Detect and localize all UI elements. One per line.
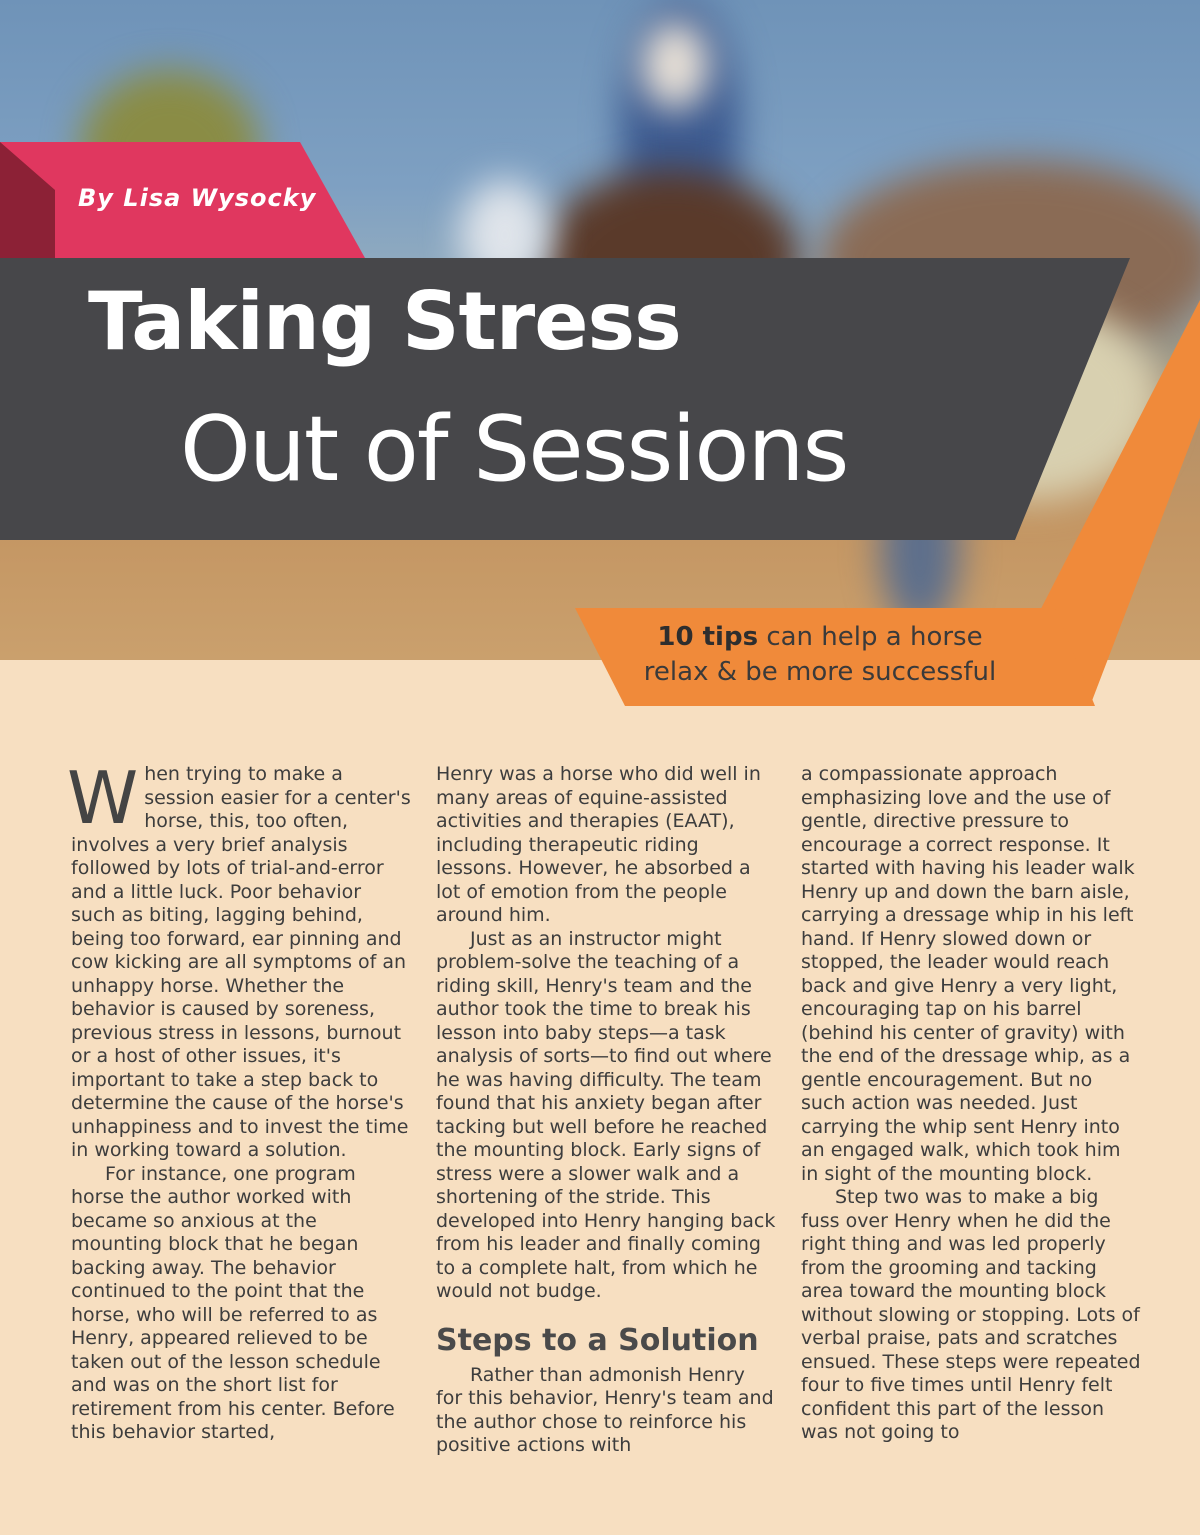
paragraph: For instance, one program horse the author worked with became so anxious at the mounting block that he began backing away. The behavior continued to the point that the horse, who will be referred to as Henry, appeared relieved to be taken out of the lesson schedule and was on the short list for retirement from his center. Before this behavior started, xyxy=(71,1162,395,1443)
tagline-bold: 10 tips xyxy=(657,622,759,652)
paragraph: Step two was to make a big fuss over Henry when he did the right thing and was led properly from the grooming and tacking area toward the mounting block without slowing or stopping. Lots of verbal praise, pats and scratches ensued. These steps were repeated four to five times until Henry felt confident this part of the lesson was not going to xyxy=(801,1186,1141,1443)
tagline-rest: can help a horse xyxy=(758,622,983,652)
article-column-2 xyxy=(436,763,776,1458)
paragraph xyxy=(67,756,411,1163)
article-column-3 xyxy=(801,763,1141,1445)
paragraph: Henry was a horse who did well in many areas of equine-assisted activities and therapies (EAAT), including therapeutic riding lessons. However, he absorbed a lot of emotion from the people around him. xyxy=(436,763,761,926)
paragraph: Rather than admonish Henry for this behavior, Henry's team and the author chose to reinforce his positive actions with xyxy=(436,1363,774,1456)
byline: By Lisa Wysocky xyxy=(78,184,317,212)
tagline xyxy=(560,620,1080,690)
tagline-line-2: relax & be more successful xyxy=(643,657,997,687)
title-line-1: Taking Stress xyxy=(88,275,681,368)
paragraph: a compassionate approach emphasizing love and the use of gentle, directive pressure to encourage a correct response. It started with having his leader walk Henry up and down the barn aisle, carrying a dressage whip in his left hand. If Henry slowed down or stopped, the leader would reach back and give Henry a very light, encouraging tap on his barrel (behind his center of gravity) with the end of the dressage whip, as a gentle encouragement. But no such action was needed. Just carrying the whip sent Henry into an engaged walk, which took him in sight of the mounting block. xyxy=(801,763,1135,1185)
paragraph: Just as an instructor might problem-solve the teaching of a riding skill, Henry's team and the author took the time to break his lesson into baby steps—a task analysis of sorts—to find out where he was having difficulty. The team found that his anxiety began after tacking but well before he reached the mounting block. Early signs of stress were a slower walk and a shortening of the stride. This developed into Henry hanging back from his leader and finally coming to a complete halt, from which he would not budge. xyxy=(436,927,776,1302)
title-line-2: Out of Sessions xyxy=(180,397,848,502)
paragraph-text: hen trying to make a session easier for a center's horse, this, too often, involves a very brief analysis followed by lots of trial-and-error and a little luck. Poor behavior such as biting, lagging behind, being too forward, ear pinning and cow kicking are all symptoms of an unhappy horse. Whether the behavior is caused by soreness, previous stress in lessons, burnout or a host of other issues, it's important to take a step back to determine the cause of the horse's unhappiness and to invest the time in working toward a solution. xyxy=(71,763,411,1161)
article-column-1 xyxy=(67,756,411,1445)
section-heading: Steps to a Solution xyxy=(436,1322,759,1358)
drop-cap: W xyxy=(67,756,139,840)
